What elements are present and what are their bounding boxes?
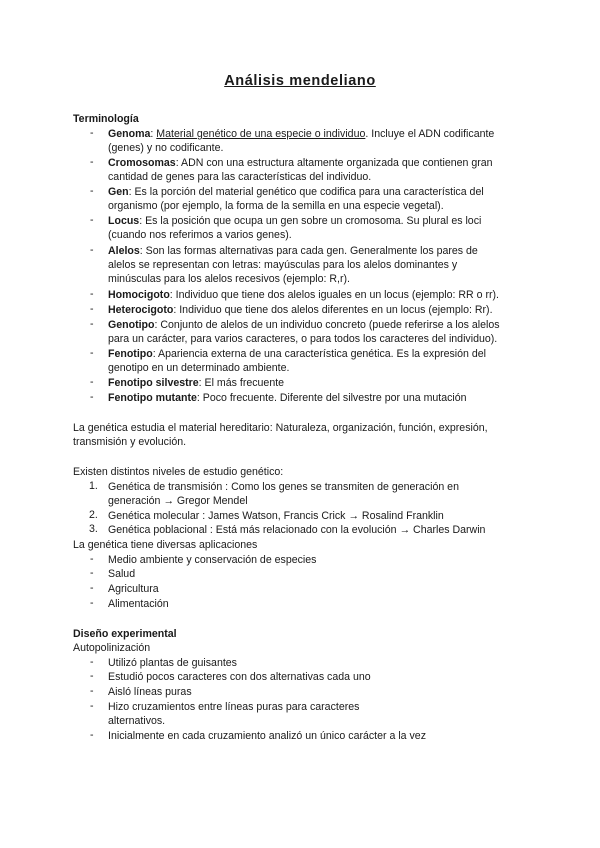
term-label: Homocigoto (108, 289, 170, 301)
bullet-dash: - (90, 288, 94, 300)
term-definition-cont: minúsculas para los alelos recesivos (ejemplo: R,r). (108, 273, 350, 285)
term-fenotipo-mutante (108, 391, 467, 405)
term-separator: : (150, 128, 157, 140)
bullet-dash: - (90, 185, 94, 197)
nivel-item-transmision: Genética de transmisión : Como los genes se transmiten de generación en (108, 481, 459, 493)
list-number: 3. (89, 523, 98, 535)
term-definition-cont: (genes) y no codificante. (108, 142, 224, 154)
term-definition-underlined: Material genético de una especie o individuo (156, 128, 366, 140)
term-definition: : El más frecuente (198, 377, 285, 389)
list-number: 1. (89, 480, 98, 492)
term-gen (108, 185, 484, 199)
section-heading-diseno: Diseño experimental (73, 628, 177, 640)
bullet-dash: - (90, 391, 94, 403)
bullet-dash: - (90, 347, 94, 359)
nivel-item-molecular: Genética molecular : James Watson, Francis Crick → Rosalind Franklin (108, 510, 444, 522)
term-definition-cont: (cuando nos referimos a varios genes). (108, 229, 292, 241)
term-definition-cont: cantidad de genes para las características del individuo. (108, 171, 372, 183)
diseno-item-cont: alternativos. (108, 715, 166, 727)
diseno-item: Utilizó plantas de guisantes (108, 657, 237, 669)
bullet-dash: - (90, 553, 94, 565)
term-locus (108, 214, 481, 228)
bullet-dash: - (90, 567, 94, 579)
term-cromosomas (108, 156, 493, 170)
diseno-item: Hizo cruzamientos entre líneas puras para caracteres (108, 701, 360, 713)
bullet-dash: - (90, 685, 94, 697)
bullet-dash: - (90, 376, 94, 388)
term-definition-cont: alelos se representan con letras: mayúsculas para los alelos dominantes y (108, 259, 458, 271)
term-homocigoto (108, 288, 499, 302)
bullet-dash: - (90, 582, 94, 594)
diseno-item: Estudió pocos caracteres con dos alternativas cada uno (108, 671, 371, 683)
term-label: Fenotipo (108, 348, 153, 360)
term-definition: : Individuo que tiene dos alelos iguales en un locus (ejemplo: RR o rr). (169, 289, 499, 301)
term-label: Genoma (108, 128, 151, 140)
bullet-dash: - (90, 597, 94, 609)
bullet-dash: - (90, 303, 94, 315)
term-label: Alelos (108, 245, 140, 257)
term-definition: : Es la posición que ocupa un gen sobre un cromosoma. Su plural es loci (139, 215, 482, 227)
list-number: 2. (89, 509, 98, 521)
nivel-item-transmision-cont: generación → Gregor Mendel (108, 495, 248, 507)
term-definition-cont: genotipo en un determinado ambiente. (108, 362, 290, 374)
diseno-item: Aisló líneas puras (108, 686, 192, 698)
term-definition-cont: organismo (por ejemplo, la forma de la semilla en una especie vegetal). (108, 200, 444, 212)
term-label: Fenotipo mutante (108, 392, 197, 404)
term-genotipo (108, 318, 500, 332)
diseno-item: Inicialmente en cada cruzamiento analizó un único carácter a la vez (108, 730, 426, 742)
page-title: Análisis mendeliano (224, 73, 376, 89)
term-definition: : Conjunto de alelos de un individuo concreto (puede referirse a los alelos (154, 319, 500, 331)
term-fenotipo-silvestre (108, 376, 284, 390)
bullet-dash: - (90, 700, 94, 712)
paragraph-genetica-line-2: transmisión y evolución. (73, 436, 187, 448)
aplicacion-item: Alimentación (108, 598, 169, 610)
aplicaciones-intro: La genética tiene diversas aplicaciones (73, 539, 258, 551)
term-definition: : Son las formas alternativas para cada gen. Generalmente los pares de (139, 245, 478, 257)
term-definition: : ADN con una estructura altamente organizada que contienen gran (175, 157, 493, 169)
term-label: Gen (108, 186, 129, 198)
term-heterocigoto (108, 303, 493, 317)
term-label: Heterocigoto (108, 304, 174, 316)
term-definition: : Apariencia externa de una característica genética. Es la expresión del (152, 348, 487, 360)
niveles-intro: Existen distintos niveles de estudio genético: (73, 466, 284, 478)
bullet-dash: - (90, 214, 94, 226)
term-definition: : Individuo que tiene dos alelos diferentes en un locus (ejemplo: Rr). (173, 304, 493, 316)
bullet-dash: - (90, 156, 94, 168)
diseno-subheading: Autopolinización (73, 642, 151, 654)
term-label: Cromosomas (108, 157, 176, 169)
term-label: Locus (108, 215, 140, 227)
bullet-dash: - (90, 244, 94, 256)
aplicacion-item: Salud (108, 568, 136, 580)
paragraph-genetica-line-1: La genética estudia el material hereditario: Naturaleza, organización, función, expresión, (73, 422, 488, 434)
bullet-dash: - (90, 127, 94, 139)
term-definition: : Es la porción del material genético que codifica para una característica del (128, 186, 484, 198)
aplicacion-item: Agricultura (108, 583, 159, 595)
bullet-dash: - (90, 318, 94, 330)
bullet-dash: - (90, 729, 94, 741)
section-heading-terminologia: Terminología (73, 113, 139, 125)
term-fenotipo (108, 347, 486, 361)
bullet-dash: - (90, 670, 94, 682)
nivel-item-poblacional: Genética poblacional : Está más relacionado con la evolución → Charles Darwin (108, 524, 486, 536)
term-definition-cont: para un carácter, para varios caracteres, o para todos los caracteres del individuo). (108, 333, 498, 345)
aplicacion-item: Medio ambiente y conservación de especies (108, 554, 317, 566)
term-label: Genotipo (108, 319, 155, 331)
term-genoma (108, 127, 494, 141)
term-alelos (108, 244, 478, 258)
term-definition: : Poco frecuente. Diferente del silvestre por una mutación (196, 392, 467, 404)
term-label: Fenotipo silvestre (108, 377, 199, 389)
term-definition: . Incluye el ADN codificante (365, 128, 495, 140)
bullet-dash: - (90, 656, 94, 668)
